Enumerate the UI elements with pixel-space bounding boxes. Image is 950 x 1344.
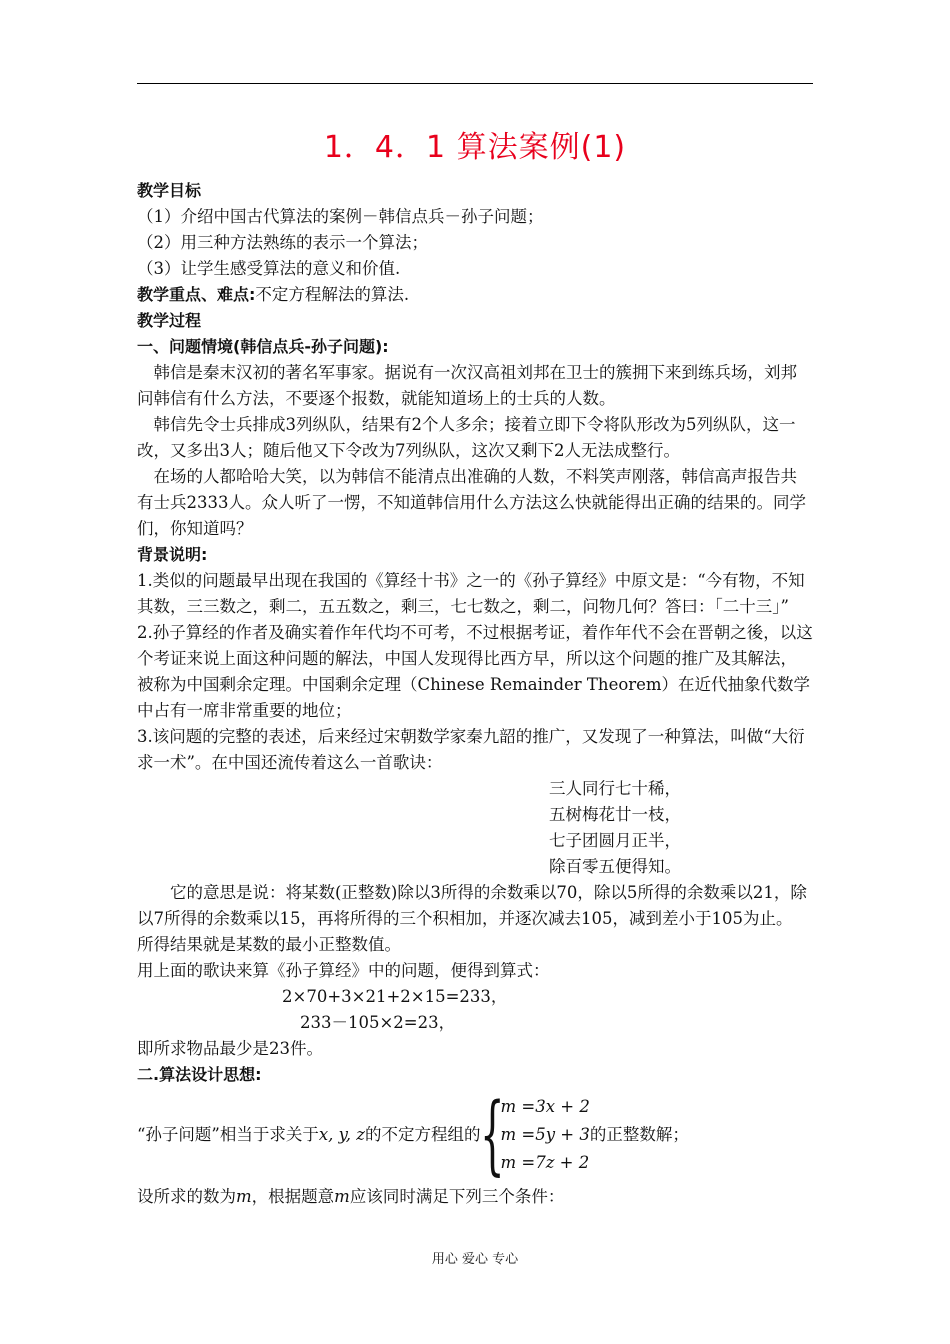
system-prefix: “孙子问题”相当于求关于 — [137, 1125, 319, 1144]
header-rule — [137, 83, 813, 84]
goal-item: （3）让学生感受算法的意义和价值. — [137, 259, 401, 278]
background-heading: 背景说明: — [137, 545, 208, 564]
variable-m: m — [334, 1187, 350, 1206]
background-paragraph: 1.类似的问题最早出现在我国的《算经十书》之一的《孙子算经》中原文是：“今有物，不知其数，三三数之，剩二，五五数之，剩三，七七数之，剩二，问物几何？答曰：「二十三」” — [137, 571, 805, 616]
apply-line: 用上面的歌诀来算《孙子算经》中的问题，便得到算式： — [137, 961, 550, 980]
section2-heading: 二.算法设计思想: — [137, 1065, 262, 1084]
background-paragraph: 3.该问题的完整的表述，后来经过宋朝数学家秦九韶的推广，又发现了一种算法，叫做“大衍求一术”。在中国还流传着这么一首歌诀： — [137, 727, 805, 772]
key-points — [137, 282, 813, 308]
goals-heading: 教学目标 — [137, 181, 202, 200]
story-paragraph: 韩信是秦末汉初的著名军事家。据说有一次汉高祖刘邦在卫士的簇拥下来到练兵场，刘邦问韩信有什么方法，不要逐个报数，就能知道场上的士兵的人数。 — [137, 363, 797, 408]
equation: m =5y + 3 — [500, 1125, 590, 1144]
meaning-paragraph: 它的意思是说：将某数(正整数)除以3所得的余数乘以70，除以5所得的余数乘以21，除以7所得的余数乘以15，再将所得的三个积相加，并逐次减去105，减到差小于105为止。 所得结果就是某数的最小正整数值。 — [137, 883, 807, 954]
page-title: 1．4．1 算法案例(1) — [323, 130, 627, 165]
equation-system-row — [137, 1085, 813, 1185]
system-vars: x, y, z — [318, 1125, 365, 1144]
system-mid: 的不定方程组的 — [364, 1125, 481, 1144]
system-suffix: 的正整数解； — [589, 1125, 689, 1144]
equation: m =7z + 2 — [500, 1153, 590, 1172]
conditions-prefix: 设所求的数为 — [137, 1187, 236, 1206]
poem-line: 七子团圆月正半， — [549, 831, 681, 850]
page-footer: 用心 爱心 专心 — [431, 1252, 519, 1267]
conditions-suffix: 应该同时满足下列三个条件： — [349, 1187, 565, 1206]
goal-item: （1）介绍中国古代算法的案例－韩信点兵－孙子问题； — [137, 207, 544, 226]
poem-line: 三人同行七十稀， — [549, 779, 681, 798]
equation: m =3x + 2 — [500, 1097, 590, 1116]
conditions-line — [137, 1184, 813, 1210]
key-heading: 教学重点、难点: — [137, 285, 256, 304]
result-line: 即所求物品最少是23件。 — [137, 1039, 323, 1058]
document-body — [137, 128, 813, 1210]
key-text: 不定方程解法的算法. — [255, 285, 410, 304]
story-paragraph: 在场的人都哈哈大笑，以为韩信不能清点出准确的人数，不料笑声刚落，韩信高声报告共有士兵2333人。众人听了一愣，不知道韩信用什么方法这么快就能得出正确的结果的。同学们，你知道吗？ — [137, 467, 806, 538]
background-paragraph: 2.孙子算经的作者及确实着作年代均不可考，不过根据考证，着作年代不会在晋朝之後，以这个考证来说上面这种问题的解法，中国人发现得比西方早，所以这个问题的推广及其解法，被称为中国剩余定理。中国剩余定理（Chinese Remainder Theorem）在近代抽象代数学中占有一席非常重要的地位； — [137, 623, 813, 720]
equation-list — [500, 1093, 589, 1177]
section1-heading: 一、问题情境(韩信点兵-孙子问题): — [137, 337, 389, 356]
poem-line: 除百零五便得知。 — [549, 857, 681, 876]
poem-line: 五树梅花廿一枝， — [549, 805, 681, 824]
formula-line: 2×70+3×21+2×15=233， — [282, 987, 508, 1006]
goal-item: （2）用三种方法熟练的表示一个算法； — [137, 233, 428, 252]
story-paragraph: 韩信先令士兵排成3列纵队，结果有2个人多余；接着立即下令将队形改为5列纵队，这一改，又多出3人；随后他又下令改为7列纵队，这次又剩下2人无法成整行。 — [137, 415, 796, 460]
conditions-mid: ，根据题意 — [251, 1187, 335, 1206]
variable-m: m — [236, 1187, 252, 1206]
left-brace: { — [480, 1085, 506, 1185]
formula-line: 233－105×2=23， — [300, 1013, 456, 1032]
process-heading: 教学过程 — [137, 311, 202, 330]
